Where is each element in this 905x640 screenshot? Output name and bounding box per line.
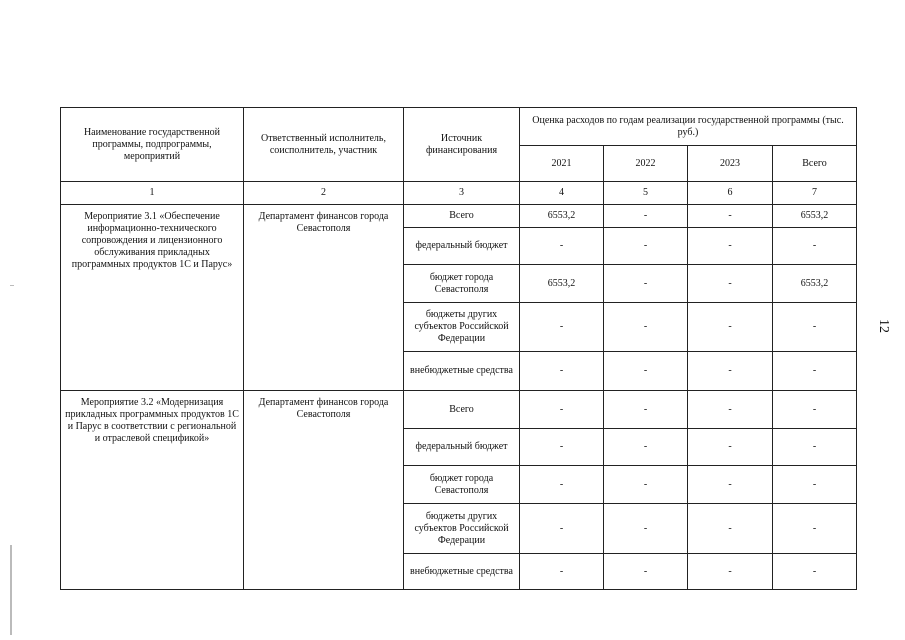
- value-cell: -: [520, 303, 604, 352]
- value-cell: -: [520, 352, 604, 391]
- value-cell: -: [773, 352, 857, 391]
- value-cell: -: [604, 466, 688, 504]
- value-cell: -: [688, 429, 773, 466]
- value-cell: -: [604, 429, 688, 466]
- funding-source: бюджеты других субъектов Российской Федерации: [404, 303, 520, 352]
- column-number: 2: [244, 182, 404, 205]
- funding-source: внебюджетные средства: [404, 352, 520, 391]
- value-cell: -: [520, 554, 604, 590]
- value-cell: -: [773, 391, 857, 429]
- value-cell: -: [688, 504, 773, 554]
- column-number: 5: [604, 182, 688, 205]
- funding-source: внебюджетные средства: [404, 554, 520, 590]
- value-cell: -: [520, 391, 604, 429]
- funding-source: Всего: [404, 205, 520, 228]
- value-cell: -: [520, 228, 604, 265]
- value-cell: -: [604, 504, 688, 554]
- value-cell: 6553,2: [520, 265, 604, 303]
- value-cell: -: [688, 391, 773, 429]
- value-cell: -: [520, 466, 604, 504]
- header-program-name: Наименование государственной программы, подпрограммы, мероприятий: [61, 108, 244, 182]
- header-expenses-group: Оценка расходов по годам реализации государственной программы (тыс. руб.): [520, 108, 857, 146]
- value-cell: -: [604, 391, 688, 429]
- column-number: 6: [688, 182, 773, 205]
- funding-source: федеральный бюджет: [404, 429, 520, 466]
- measure-executor: Департамент финансов города Севастополя: [244, 205, 404, 391]
- value-cell: -: [773, 303, 857, 352]
- header-year: 2021: [520, 146, 604, 182]
- funding-source: бюджет города Севастополя: [404, 265, 520, 303]
- value-cell: -: [773, 466, 857, 504]
- value-cell: -: [688, 265, 773, 303]
- value-cell: -: [773, 554, 857, 590]
- value-cell: -: [688, 228, 773, 265]
- measure-title: Мероприятие 3.2 «Модернизация прикладных программных продуктов 1С и Парус в соответствии с региональной и отраслевой спецификой»: [61, 391, 244, 590]
- header-funding-source: Источник финансирования: [404, 108, 520, 182]
- header-total: Всего: [773, 146, 857, 182]
- value-cell: -: [688, 554, 773, 590]
- value-cell: -: [773, 228, 857, 265]
- value-cell: -: [604, 352, 688, 391]
- value-cell: -: [604, 265, 688, 303]
- funding-source: федеральный бюджет: [404, 228, 520, 265]
- value-cell: -: [688, 303, 773, 352]
- value-cell: -: [688, 352, 773, 391]
- header-year: 2023: [688, 146, 773, 182]
- value-cell: -: [604, 228, 688, 265]
- funding-source: бюджеты других субъектов Российской Федерации: [404, 504, 520, 554]
- column-number: 3: [404, 182, 520, 205]
- funding-source: Всего: [404, 391, 520, 429]
- header-year: 2022: [604, 146, 688, 182]
- value-cell: 6553,2: [773, 205, 857, 228]
- column-number: 1: [61, 182, 244, 205]
- column-number: 7: [773, 182, 857, 205]
- value-cell: -: [773, 504, 857, 554]
- expenses-table: [60, 107, 857, 590]
- scan-margin-mark: [10, 545, 12, 635]
- header-executor: Ответственный исполнитель, соисполнитель, участник: [244, 108, 404, 182]
- page-number: 12: [876, 319, 891, 333]
- value-cell: -: [520, 429, 604, 466]
- value-cell: 6553,2: [520, 205, 604, 228]
- value-cell: -: [688, 205, 773, 228]
- value-cell: -: [604, 554, 688, 590]
- scan-margin-mark: [10, 285, 14, 286]
- value-cell: -: [773, 429, 857, 466]
- value-cell: -: [604, 205, 688, 228]
- measure-executor: Департамент финансов города Севастополя: [244, 391, 404, 590]
- value-cell: -: [520, 504, 604, 554]
- measure-title: Мероприятие 3.1 «Обеспечение информационно-технического сопровождения и лицензионного обслуживания прикладных программных продуктов 1С и Парус»: [61, 205, 244, 391]
- funding-source: бюджет города Севастополя: [404, 466, 520, 504]
- value-cell: -: [688, 466, 773, 504]
- value-cell: 6553,2: [773, 265, 857, 303]
- column-number: 4: [520, 182, 604, 205]
- value-cell: -: [604, 303, 688, 352]
